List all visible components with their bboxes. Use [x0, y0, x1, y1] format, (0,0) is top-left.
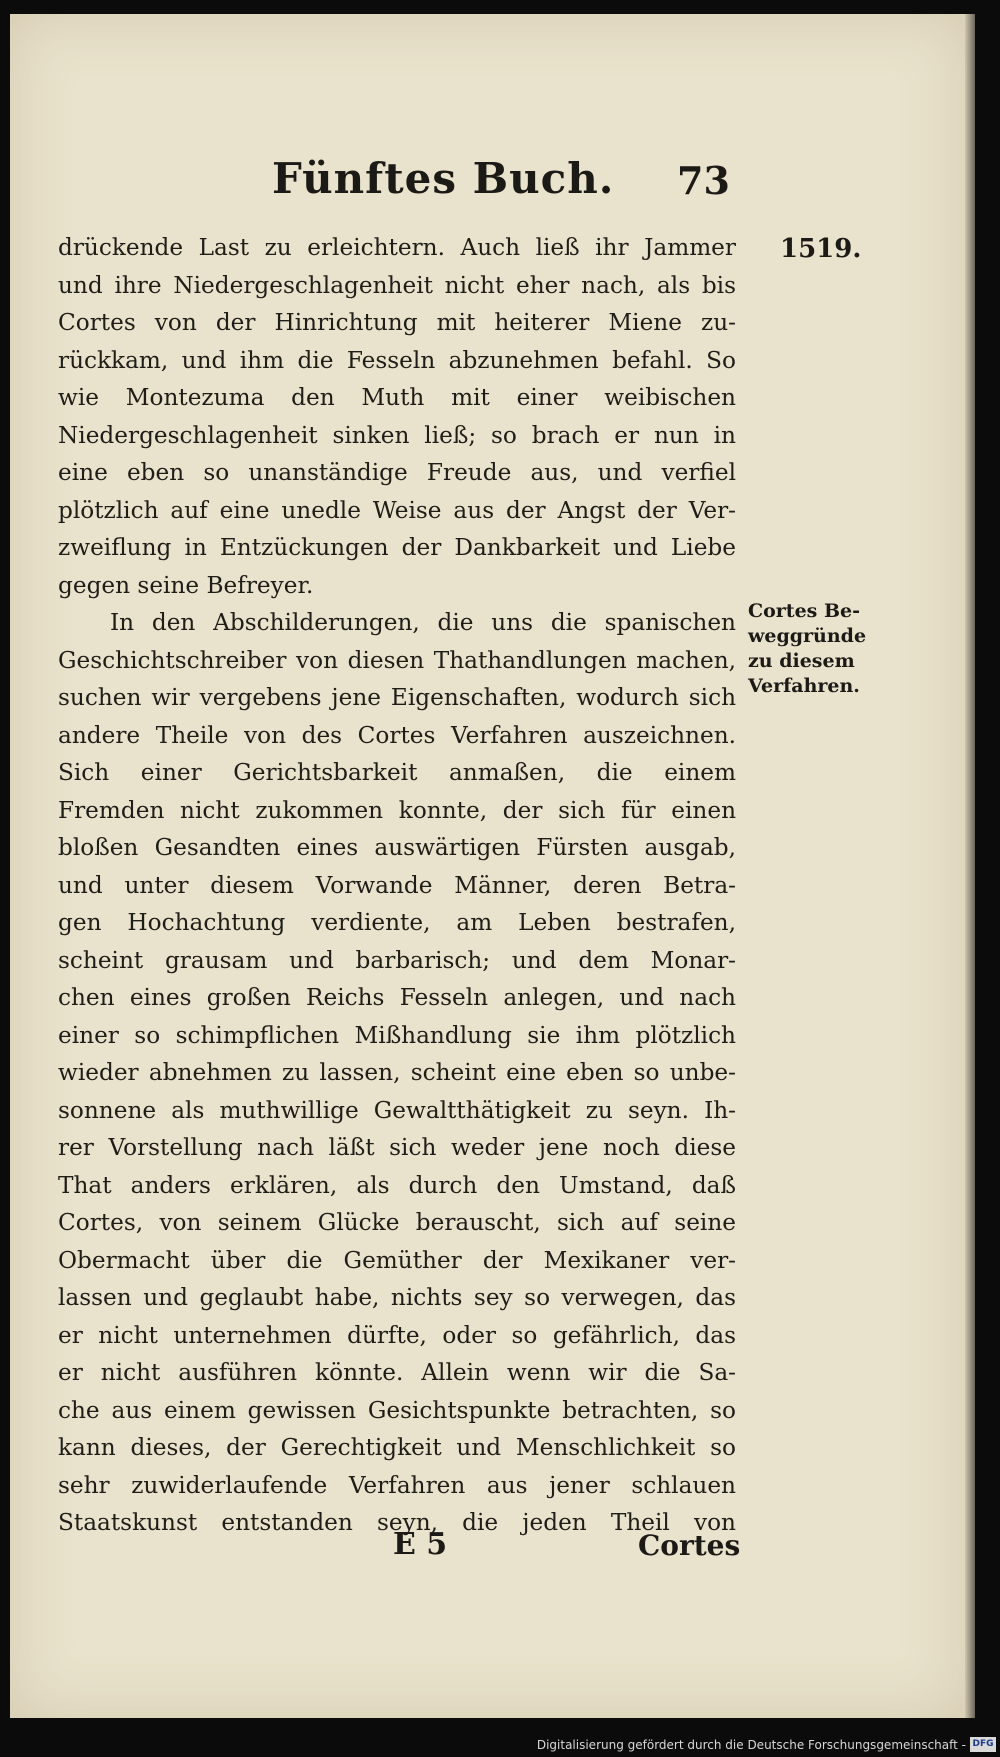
text-line: che aus einem gewissen Gesichtspunkte betrachten, so — [58, 1396, 736, 1424]
text-line: gegen seine Befreyer. — [58, 571, 314, 599]
text-line: scheint grausam und barbarisch; und dem Monar- — [58, 946, 736, 974]
marginal-note-line: Cortes Be- — [748, 600, 861, 622]
text-line: Niedergeschlagenheit sinken ließ; so brach er nun in — [58, 421, 736, 449]
text-line: sehr zuwiderlaufende Verfahren aus jener schlauen — [58, 1471, 736, 1499]
text-line: kann dieses, der Gerechtigkeit und Menschlichkeit so — [58, 1434, 736, 1461]
page-header — [10, 154, 965, 214]
text-line: wie Montezuma den Muth mit einer weibischen — [58, 384, 736, 411]
text-line: Obermacht über die Gemüther der Mexikaner ver- — [58, 1246, 736, 1274]
catchword: Cortes — [638, 1529, 741, 1562]
page-number: 73 — [677, 158, 730, 203]
text-line: plötzlich auf eine unedle Weise aus der Angst der Ver- — [58, 496, 736, 524]
text-line: That anders erklären, als durch den Umstand, daß — [58, 1171, 736, 1199]
text-line: suchen wir vergebens jene Eigenschaften, wodurch sich — [58, 684, 736, 711]
text-line: lassen und geglaubt habe, nichts sey so verwegen, das — [58, 1284, 736, 1311]
marginal-note-line: Verfahren. — [748, 675, 860, 697]
page-edge — [965, 14, 975, 1718]
body-text — [58, 229, 736, 1542]
text-line: drückende Last zu erleichtern. Auch ließ ihr Jammer — [58, 234, 736, 261]
text-line: bloßen Gesandten eines auswärtigen Fürsten ausgab, — [58, 834, 736, 861]
text-line: einer so schimpflichen Mißhandlung sie ihm plötzlich — [58, 1021, 736, 1049]
marginal-note-line: zu diesem — [748, 650, 855, 672]
text-line: Cortes von der Hinrichtung mit heiterer Miene zu- — [58, 309, 736, 336]
text-line: Fremden nicht zukommen konnte, der sich für einen — [58, 796, 736, 824]
text-line: Geschichtschreiber von diesen Thathandlungen machen, — [58, 646, 736, 674]
text-line: und unter diesem Vorwande Männer, deren Betra- — [58, 871, 736, 899]
text-line: eine eben so unanständige Freude aus, und verfiel — [58, 459, 736, 486]
text-line: zweiflung in Entzückungen der Dankbarkeit und Liebe — [58, 534, 736, 561]
signature-mark: E 5 — [393, 1527, 448, 1562]
text-line: und ihre Niedergeschlagenheit nicht eher nach, als bis — [58, 271, 736, 299]
text-line: In den Abschilderungen, die uns die spanischen — [110, 609, 736, 636]
margin-year: 1519. — [780, 234, 862, 264]
text-line: er nicht ausführen könnte. Allein wenn wir die Sa- — [58, 1359, 736, 1386]
text-line: chen eines großen Reichs Fesseln anlegen, und nach — [58, 984, 736, 1011]
text-line: gen Hochachtung verdiente, am Leben bestrafen, — [58, 909, 736, 936]
text-line: Staatskunst entstanden seyn, die jeden Theil von — [58, 1509, 736, 1536]
marginal-note-line: weggründe — [748, 625, 867, 647]
text-line: er nicht unternehmen dürfte, oder so gefährlich, das — [58, 1321, 736, 1349]
text-line: rer Vorstellung nach läßt sich weder jene noch diese — [58, 1134, 736, 1161]
text-line: rückkam, und ihm die Fesseln abzunehmen befahl. So — [58, 346, 736, 374]
digitization-credit-bar — [0, 1735, 1000, 1757]
digitization-credit: Digitalisierung gefördert durch die Deutsche Forschungsgemeinschaft - — [536, 1738, 966, 1752]
text-line: wieder abnehmen zu lassen, scheint eine eben so unbe- — [58, 1059, 736, 1086]
page-foot — [10, 1527, 965, 1572]
marginal-note — [748, 599, 868, 699]
book-page — [10, 14, 965, 1718]
dfg-logo-icon: DFG — [970, 1737, 996, 1752]
text-line: andere Theile von des Cortes Verfahren auszeichnen. — [58, 721, 736, 749]
running-title: Fünftes Buch. — [272, 154, 615, 203]
text-line: Sich einer Gerichtsbarkeit anmaßen, die einem — [58, 759, 736, 786]
text-line: sonnene als muthwillige Gewaltthätigkeit zu seyn. Ih- — [58, 1096, 736, 1124]
text-line: Cortes, von seinem Glücke berauscht, sich auf seine — [58, 1209, 736, 1236]
